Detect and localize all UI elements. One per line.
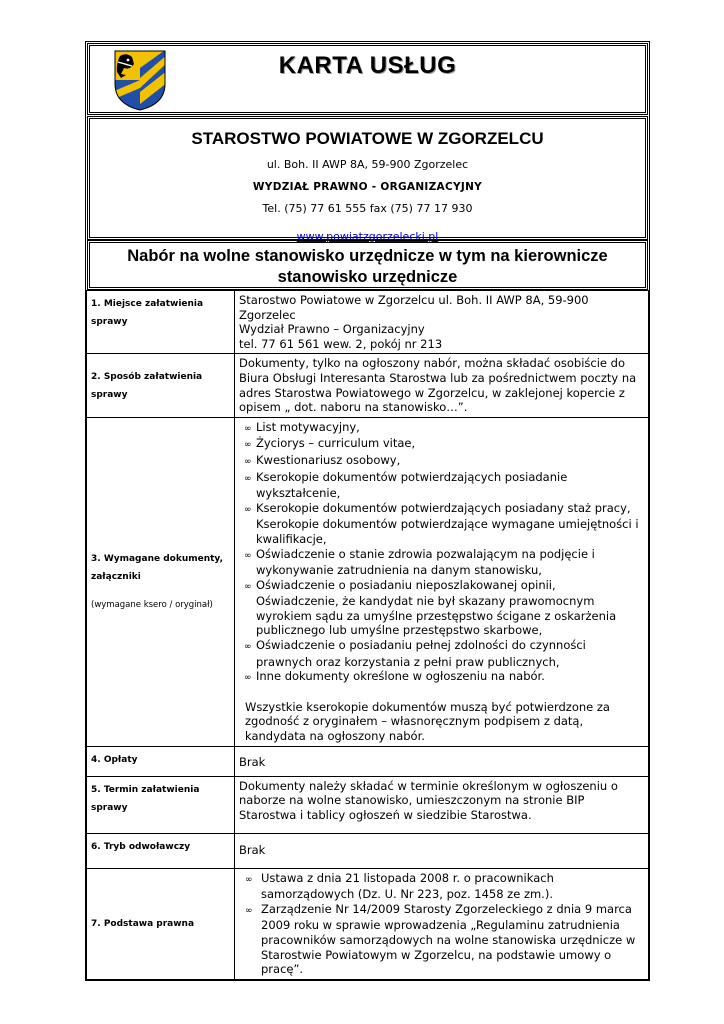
infinity-bullet-icon: ∞ — [244, 581, 252, 592]
infinity-bullet-icon: ∞ — [244, 642, 252, 653]
service-details-table — [86, 290, 649, 980]
value-appeal: Brak — [235, 833, 649, 868]
place-line: Starostwo Powiatowe w Zgorzelcu ul. Boh. II AWP 8A, 59-900 Zgorzelec — [239, 293, 589, 322]
list-item: ∞ Życiorys – curriculum vitae, — [239, 436, 643, 453]
office-phone: Tel. (75) 77 61 555 fax (75) 77 17 930 — [262, 202, 473, 215]
list-item: ∞ List motywacyjny, — [239, 420, 643, 437]
service-title: Nabór na wolne stanowisko urzędnicze w tym na kierownicze stanowisko urzędnicze — [127, 247, 608, 286]
label-appeal: 6. Tryb odwoławczy — [87, 833, 235, 868]
infinity-bullet-icon: ∞ — [244, 456, 252, 467]
legal-list — [239, 871, 643, 977]
table-row-legal — [87, 868, 649, 979]
list-item: ∞ Kserokopie dokumentów potwierdzających posiadanie wykształcenie, — [244, 469, 568, 501]
value-fees: Brak — [235, 746, 649, 776]
table-row-method — [87, 354, 649, 417]
infinity-bullet-icon: ∞ — [244, 473, 252, 484]
service-card — [85, 41, 650, 981]
document-title: KARTA USŁUG — [278, 52, 457, 79]
office-name: STAROSTWO POWIATOWE W ZGORZELCU — [191, 129, 544, 148]
place-line: Wydział Prawno – Organizacyjny — [239, 322, 425, 337]
infinity-bullet-icon: ∞ — [245, 905, 253, 916]
website-link[interactable]: www.powiatzgorzelecki.pl — [296, 230, 439, 243]
infinity-bullet-icon: ∞ — [244, 440, 252, 451]
label-fees: 4. Opłaty — [87, 746, 235, 776]
infinity-bullet-icon: ∞ — [245, 874, 253, 885]
infinity-bullet-icon: ∞ — [244, 504, 252, 515]
list-item: ∞ Kserokopie dokumentów potwierdzających posiadany staż pracy, Kserokopie dokumentów potwierdzające wymagane umiejętności i kwalifikacje, — [244, 500, 639, 546]
table-row-documents — [87, 417, 649, 746]
label-documents-note: (wymagane ksero / oryginał) — [91, 599, 213, 610]
documents-footnote: Wszystkie kserokopie dokumentów muszą być potwierdzone za zgodność z oryginałem – własnoręcznym podpisem z datą, kandydata na ogłoszony nabór. — [245, 699, 610, 744]
list-item: ∞ Kwestionariusz osobowy, — [239, 453, 643, 470]
label-deadline: 5. Termin załatwienia sprawy — [87, 776, 235, 833]
value-deadline: Dokumenty należy składać w terminie określonym w ogłoszeniu o naborze na wolne stanowisko, umieszczonym na stronie BIP Starostwa i tablicy ogłoszeń w siedzibie Starostwa. — [235, 776, 649, 833]
value-legal — [235, 868, 649, 979]
value-method: Dokumenty, tylko na ogłoszony nabór, można składać osobiście do Biura Obsługi Interesanta Starostwa lub za pośrednictwem poczty na adres Starostwa Powiatowego w Zgorzelcu, w zaklejonej kopercie z opisem „ dot. naboru na stanowisko…”. — [235, 354, 649, 417]
office-department: WYDZIAŁ PRAWNO - ORGANIZACYJNY — [252, 181, 483, 193]
list-item: ∞ Inne dokumenty określone w ogłoszeniu na nabór. — [239, 669, 643, 686]
table-row-deadline — [87, 776, 649, 833]
table-row-fees — [87, 746, 649, 776]
office-address: ul. Boh. II AWP 8A, 59-900 Zgorzelec — [266, 158, 469, 171]
value-documents — [235, 417, 649, 746]
label-legal: 7. Podstawa prawna — [87, 868, 235, 979]
list-item: ∞ Oświadczenie o stanie zdrowia pozwalającym na podjęcie i wykonywanie zatrudnienia na danym stanowisku, — [244, 546, 595, 578]
list-item: ∞ Zarządzenie Nr 14/2009 Starosty Zgorzeleckiego z dnia 9 marca 2009 roku w sprawie wprowadzenia „Regulaminu zatrudnienia pracowników samorządowych na wolne stanowiska urzędnicze w Starostwie Powiatowym w Zgorzelcu, na podstawie umowy o pracę”. — [245, 901, 636, 977]
title-box — [87, 43, 648, 115]
infinity-bullet-icon: ∞ — [244, 550, 252, 561]
value-place — [235, 291, 649, 354]
list-item: ∞ Oświadczenie o posiadaniu nieposzlakowanej opinii, Oświadczenie, że kandydat nie był skazany prawomocnym wyrokiem sądu za umyślne przestępstwo ścigane z oskarżenia publicznego lub umyślne przestępstwo skarbowe, — [244, 577, 617, 638]
label-documents-text: 3. Wymagane dokumenty, załączniki — [91, 553, 224, 582]
place-line: tel. 77 61 561 wew. 2, pokój nr 213 — [239, 336, 443, 351]
table-row-appeal — [87, 833, 649, 868]
list-item: ∞ Ustawa z dnia 21 listopada 2008 r. o pracownikach samorządowych (Dz. U. Nr 223, poz. 1458 ze zm.). — [245, 870, 554, 902]
office-info — [87, 116, 648, 243]
label-documents — [87, 417, 235, 746]
infinity-bullet-icon: ∞ — [244, 673, 252, 684]
service-title-box — [87, 240, 648, 290]
documents-list — [239, 420, 643, 686]
list-item: ∞ Oświadczenie o posiadaniu pełnej zdolności do czynności prawnych oraz korzystania z pełni praw publicznych, — [244, 638, 586, 669]
label-place: 1. Miejsce załatwienia sprawy — [87, 291, 235, 354]
table-row-place — [87, 291, 649, 354]
infinity-bullet-icon: ∞ — [244, 423, 252, 434]
label-method: 2. Sposób załatwienia sprawy — [87, 354, 235, 417]
